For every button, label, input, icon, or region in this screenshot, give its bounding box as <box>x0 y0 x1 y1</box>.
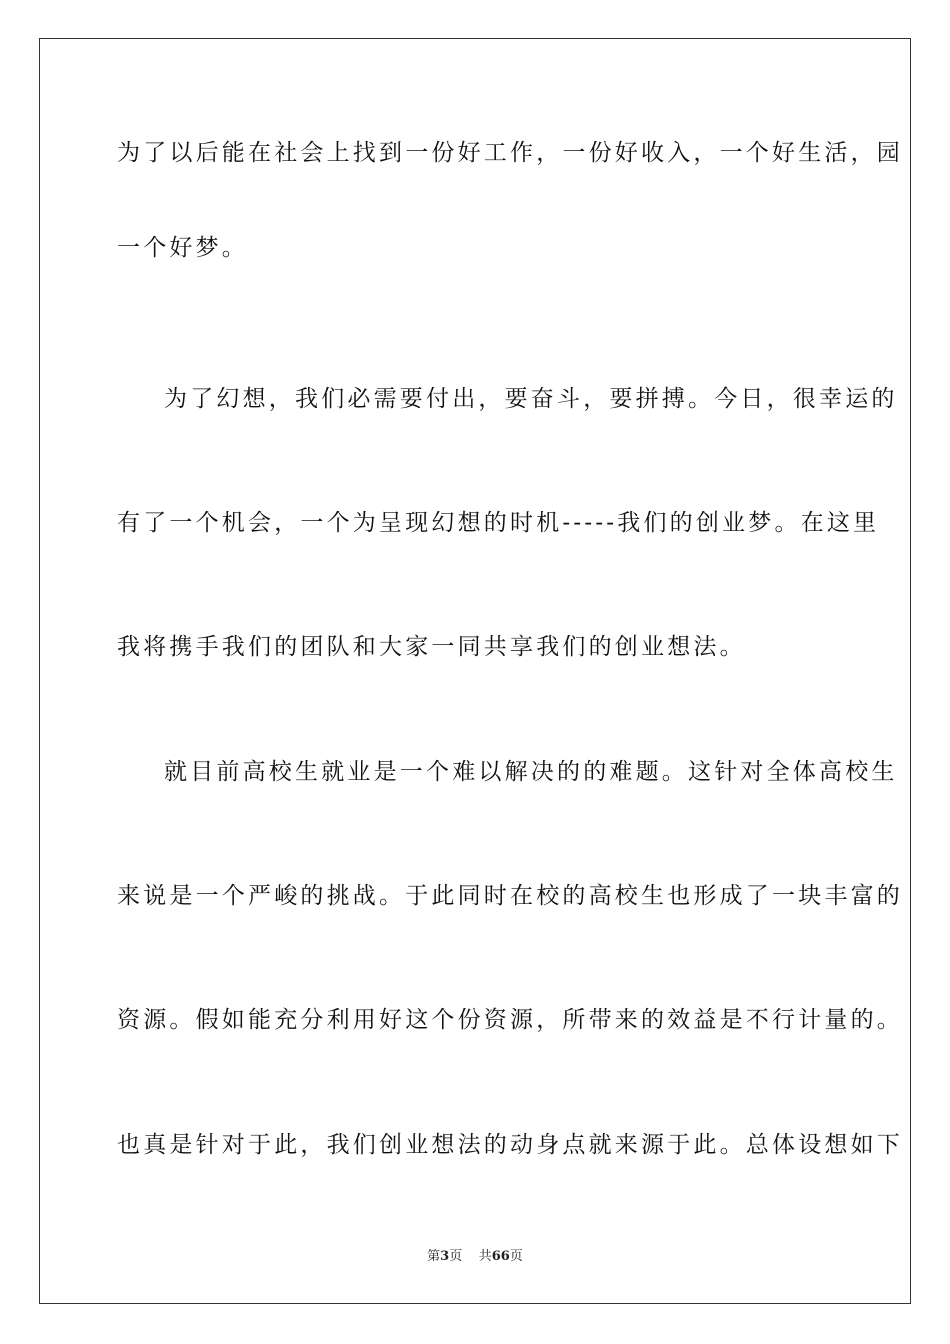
text-line-4: 有了一个机会，一个为呈现幻想的时机-----我们的创业梦。在这里 <box>117 510 880 536</box>
page-frame <box>39 38 911 1304</box>
text-line-9: 也真是针对于此，我们创业想法的动身点就来源于此。总体设想如下 <box>117 1132 903 1158</box>
page-number: 3 <box>440 1249 450 1264</box>
page-suffix: 页 <box>449 1249 463 1264</box>
text-line-3: 为了幻想，我们必需要付出，要奋斗，要拼搏。今日，很幸运的 <box>164 386 898 412</box>
text-line-8: 资源。假如能充分利用好这个份资源，所带来的效益是不行计量的。 <box>117 1007 903 1033</box>
total-prefix: 共 <box>478 1249 492 1264</box>
text-line-1: 为了以后能在社会上找到一份好工作，一份好收入，一个好生活，园 <box>117 140 903 166</box>
page-footer <box>0 1248 950 1266</box>
total-pages: 66 <box>491 1249 510 1264</box>
total-suffix: 页 <box>509 1249 523 1264</box>
text-line-2: 一个好梦。 <box>117 235 248 261</box>
page-prefix: 第 <box>427 1249 441 1264</box>
text-line-6: 就目前高校生就业是一个难以解决的的难题。这针对全体高校生 <box>164 759 898 785</box>
text-line-7: 来说是一个严峻的挑战。于此同时在校的高校生也形成了一块丰富的 <box>117 883 903 909</box>
text-line-5: 我将携手我们的团队和大家一同共享我们的创业想法。 <box>117 634 746 660</box>
